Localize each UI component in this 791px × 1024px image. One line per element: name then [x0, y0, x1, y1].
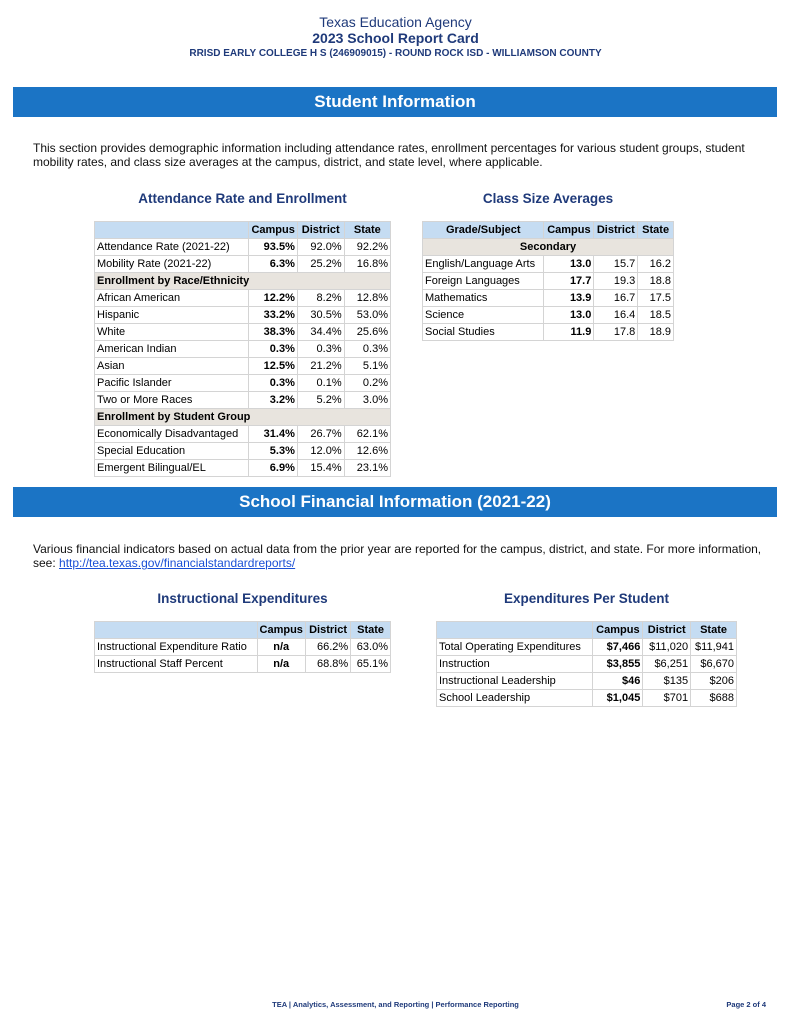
campus-value: $7,466 [593, 639, 643, 656]
campus-value: 0.3% [249, 375, 297, 392]
group-label: Secondary [423, 239, 674, 256]
student-info-banner: Student Information [13, 87, 777, 117]
group-label: Enrollment by Race/Ethnicity [95, 273, 391, 290]
table-row [423, 256, 674, 273]
financial-intro-text: Various financial indicators based on actual data from the prior year are reported for the campus, district, and state. For more information, see: [33, 542, 762, 570]
campus-value: n/a [257, 639, 305, 656]
campus-value: 0.3% [249, 341, 297, 358]
state-value: 62.1% [344, 426, 390, 443]
state-value: 18.8 [638, 273, 674, 290]
state-value: $206 [691, 673, 737, 690]
financial-reports-link[interactable]: http://tea.texas.gov/financialstandardreports/ [59, 556, 296, 570]
state-value: 63.0% [351, 639, 391, 656]
row-label: Foreign Languages [423, 273, 544, 290]
row-label: African American [95, 290, 249, 307]
row-label: Instruction [437, 656, 593, 673]
district-value: $11,020 [643, 639, 691, 656]
agency-name: Texas Education Agency [319, 14, 472, 30]
table-row [95, 460, 391, 477]
row-label: Mobility Rate (2021-22) [95, 256, 249, 273]
header-blank [95, 222, 249, 239]
header-campus: Campus [544, 222, 594, 239]
campus-value: 6.9% [249, 460, 297, 477]
district-value: 0.3% [297, 341, 344, 358]
group-row-race [95, 273, 391, 290]
header-district: District [297, 222, 344, 239]
row-label: Hispanic [95, 307, 249, 324]
campus-value: 17.7 [544, 273, 594, 290]
state-value: 65.1% [351, 656, 391, 673]
district-value: 15.4% [297, 460, 344, 477]
school-name: RRISD EARLY COLLEGE H S (246909015) - ROUND ROCK ISD - WILLIAMSON COUNTY [189, 48, 602, 59]
page-number: Page 2 of 4 [726, 1000, 766, 1009]
table-row [437, 639, 737, 656]
table-row [95, 239, 391, 256]
state-value: 17.5 [638, 290, 674, 307]
district-value: $135 [643, 673, 691, 690]
financial-info-intro [33, 542, 763, 570]
district-value: 8.2% [297, 290, 344, 307]
table-header-row [437, 622, 737, 639]
row-label: Special Education [95, 443, 249, 460]
state-value: 18.5 [638, 307, 674, 324]
instructional-title: Instructional Expenditures [157, 591, 328, 606]
district-value: $6,251 [643, 656, 691, 673]
table-row [437, 673, 737, 690]
district-value: 68.8% [305, 656, 350, 673]
table-row [423, 324, 674, 341]
table-row [95, 656, 391, 673]
row-label: Economically Disadvantaged [95, 426, 249, 443]
table-header-row [423, 222, 674, 239]
district-value: 30.5% [297, 307, 344, 324]
attendance-title: Attendance Rate and Enrollment [138, 191, 347, 206]
state-value: 5.1% [344, 358, 390, 375]
district-value: 25.2% [297, 256, 344, 273]
table-header-row [95, 622, 391, 639]
table-row [95, 392, 391, 409]
district-value: 15.7 [594, 256, 638, 273]
table-header-row [95, 222, 391, 239]
district-value: 19.3 [594, 273, 638, 290]
campus-value: 11.9 [544, 324, 594, 341]
group-row-secondary [423, 239, 674, 256]
per-student-title: Expenditures Per Student [503, 591, 670, 606]
row-label: Instructional Leadership [437, 673, 593, 690]
header-campus: Campus [593, 622, 643, 639]
state-value: 12.8% [344, 290, 390, 307]
state-value: 0.2% [344, 375, 390, 392]
row-label: Emergent Bilingual/EL [95, 460, 249, 477]
table-row [95, 307, 391, 324]
row-label: Asian [95, 358, 249, 375]
group-label: Enrollment by Student Group [95, 409, 391, 426]
campus-value: n/a [257, 656, 305, 673]
row-label: Two or More Races [95, 392, 249, 409]
table-row [423, 273, 674, 290]
table-row [437, 656, 737, 673]
campus-value: 6.3% [249, 256, 297, 273]
district-value: 92.0% [297, 239, 344, 256]
financial-info-banner: School Financial Information (2021-22) [13, 487, 777, 517]
table-row [95, 256, 391, 273]
row-label: American Indian [95, 341, 249, 358]
header-grade-subject: Grade/Subject [423, 222, 544, 239]
district-value: $701 [643, 690, 691, 707]
state-value: $11,941 [691, 639, 737, 656]
campus-value: 13.0 [544, 256, 594, 273]
state-value: 0.3% [344, 341, 390, 358]
campus-value: 13.9 [544, 290, 594, 307]
campus-value: 33.2% [249, 307, 297, 324]
state-value: 12.6% [344, 443, 390, 460]
campus-value: $1,045 [593, 690, 643, 707]
campus-value: 31.4% [249, 426, 297, 443]
state-value: 18.9 [638, 324, 674, 341]
header-district: District [643, 622, 691, 639]
campus-value: 93.5% [249, 239, 297, 256]
report-title: 2023 School Report Card [312, 30, 479, 46]
class-size-table [422, 221, 674, 341]
row-label: Instructional Staff Percent [95, 656, 258, 673]
group-row-student [95, 409, 391, 426]
table-row [423, 307, 674, 324]
state-value: 53.0% [344, 307, 390, 324]
row-label: Pacific Islander [95, 375, 249, 392]
district-value: 0.1% [297, 375, 344, 392]
table-row [423, 290, 674, 307]
district-value: 21.2% [297, 358, 344, 375]
header-blank [437, 622, 593, 639]
header-state: State [691, 622, 737, 639]
district-value: 26.7% [297, 426, 344, 443]
table-row [437, 690, 737, 707]
class-size-title: Class Size Averages [482, 191, 614, 206]
instructional-table [94, 621, 391, 673]
header-campus: Campus [257, 622, 305, 639]
header-blank [95, 622, 258, 639]
header-state: State [638, 222, 674, 239]
state-value: 92.2% [344, 239, 390, 256]
state-value: 23.1% [344, 460, 390, 477]
row-label: Instructional Expenditure Ratio [95, 639, 258, 656]
header-district: District [305, 622, 350, 639]
table-row [95, 426, 391, 443]
row-label: Attendance Rate (2021-22) [95, 239, 249, 256]
campus-value: $3,855 [593, 656, 643, 673]
campus-value: 12.2% [249, 290, 297, 307]
table-row [95, 639, 391, 656]
student-info-intro: This section provides demographic information including attendance rates, enrollment percentages for various student groups, student mobility rates, and class size averages at the campus, district, and state level, where applicable. [33, 141, 745, 169]
campus-value: 12.5% [249, 358, 297, 375]
state-value: 3.0% [344, 392, 390, 409]
campus-value: $46 [593, 673, 643, 690]
campus-value: 3.2% [249, 392, 297, 409]
row-label: English/Language Arts [423, 256, 544, 273]
campus-value: 13.0 [544, 307, 594, 324]
table-row [95, 290, 391, 307]
district-value: 5.2% [297, 392, 344, 409]
table-row [95, 341, 391, 358]
state-value: 16.2 [638, 256, 674, 273]
district-value: 66.2% [305, 639, 350, 656]
state-value: 25.6% [344, 324, 390, 341]
report-header [0, 14, 791, 60]
district-value: 17.8 [594, 324, 638, 341]
table-row [95, 324, 391, 341]
header-campus: Campus [249, 222, 297, 239]
district-value: 34.4% [297, 324, 344, 341]
row-label: Mathematics [423, 290, 544, 307]
campus-value: 5.3% [249, 443, 297, 460]
row-label: Total Operating Expenditures [437, 639, 593, 656]
header-district: District [594, 222, 638, 239]
district-value: 16.4 [594, 307, 638, 324]
row-label: Social Studies [423, 324, 544, 341]
state-value: $688 [691, 690, 737, 707]
header-state: State [344, 222, 390, 239]
campus-value: 38.3% [249, 324, 297, 341]
table-row [95, 375, 391, 392]
state-value: 16.8% [344, 256, 390, 273]
district-value: 16.7 [594, 290, 638, 307]
state-value: $6,670 [691, 656, 737, 673]
district-value: 12.0% [297, 443, 344, 460]
row-label: White [95, 324, 249, 341]
per-student-table [436, 621, 737, 707]
row-label: Science [423, 307, 544, 324]
row-label: School Leadership [437, 690, 593, 707]
footer-text: TEA | Analytics, Assessment, and Reporting | Performance Reporting [272, 1000, 519, 1009]
attendance-table [94, 221, 391, 477]
table-row [95, 443, 391, 460]
header-state: State [351, 622, 391, 639]
table-row [95, 358, 391, 375]
